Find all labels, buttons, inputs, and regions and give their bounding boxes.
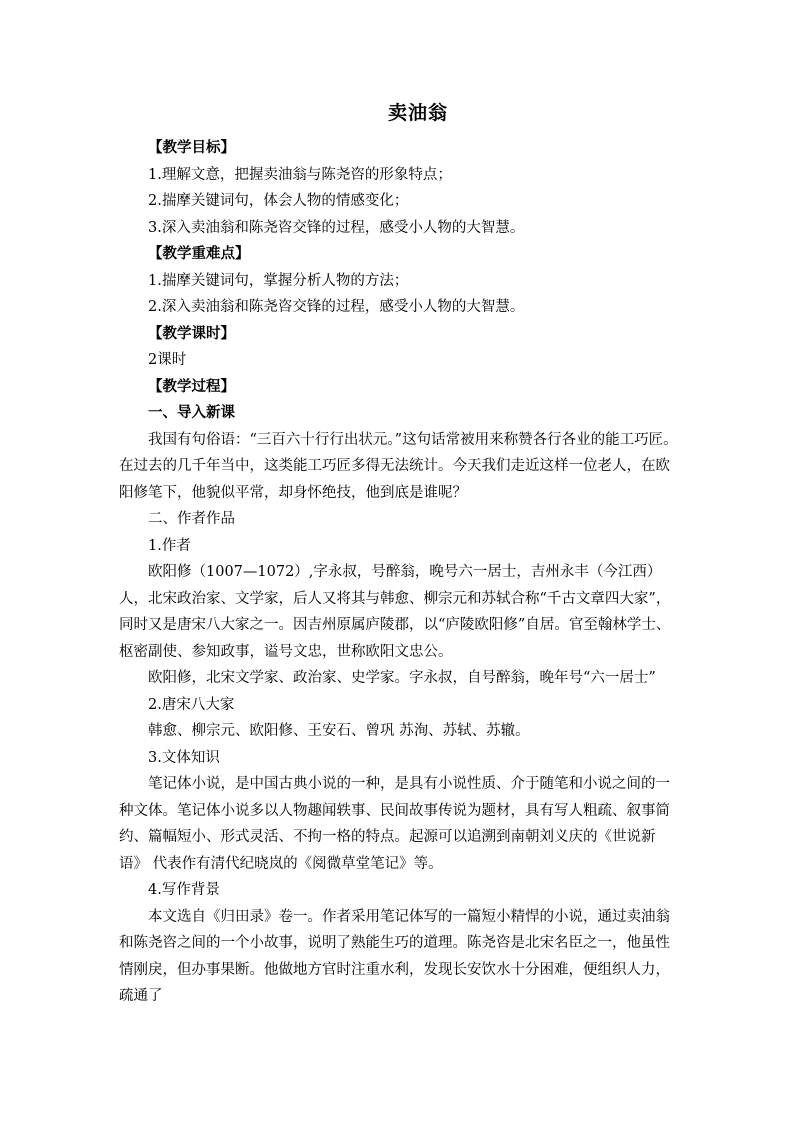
hours-heading: 【教学课时】 [148, 324, 235, 342]
objectives-heading: 【教学目标】 [148, 139, 235, 156]
author-subheading: 1.作者 [148, 537, 191, 554]
eight-masters-list: 韩愈、柳宗元、欧阳修、王安石、曾巩 苏洵、苏轼、苏辙。 [148, 723, 530, 739]
intro-heading: 一、导入新课 [148, 404, 235, 421]
genre-paragraph: 笔记体小说，是中国古典小说的一种，是具有小说性质、介于随笔和小说之间的一种文体。笔记体小说多以人物趣闻轶事、民间故事传说为题材，具有写人粗疏、叙事简约、篇幅短小、形式灵活、不拘一格的特点。起源可以追溯到南朝刘义庆的《世说新语》 代表作有清代纪晓岚的《阅微草堂笔记》等。 [119, 776, 670, 872]
genre-subheading: 3.文体知识 [148, 749, 220, 766]
key-points-heading: 【教学重难点】 [148, 245, 250, 262]
background-paragraph: 本文选自《归田录》卷一。作者采用笔记体写的一篇短小精悍的小说，通过卖油翁和陈尧咨之间的一个小故事，说明了熟能生巧的道理。陈尧咨是北宋名臣之一，他虽性情刚戾，但办事果断。他做地方官时注重水利，发现长安饮水十分困难，便组织人力，疏通了 [119, 908, 670, 1004]
process-heading: 【教学过程】 [148, 377, 235, 395]
author-paragraph-short: 欧阳修，北宋文学家、政治家、史学家。字永叔，自号醉翁，晚年号“六一居士” [148, 670, 656, 686]
eight-masters-subheading: 2.唐宋八大家 [148, 696, 235, 713]
intro-paragraph: 我国有句俗语：“三百六十行行出状元。”这句话常被用来称赞各行各业的能工巧匠。在过去的几千年当中，这类能工巧匠多得无法统计。今天我们走近这样一位老人，在欧阳修笔下，他貌似平常，却身怀绝技，他到底是谁呢？ [119, 431, 678, 501]
document-title: 卖油翁 [387, 102, 448, 124]
objective-item: 3.深入卖油翁和陈尧咨交锋的过程，感受小人物的大智慧。 [148, 219, 525, 236]
background-subheading: 4.写作背景 [148, 882, 220, 898]
author-works-heading: 二、作者作品 [148, 511, 235, 527]
hours-value: 2课时 [148, 352, 187, 368]
key-point-item: 2.深入卖油翁和陈尧咨交锋的过程，感受小人物的大智慧。 [148, 299, 525, 315]
document-body [119, 135, 684, 1010]
objective-item: 2.揣摩关键词句，体会人物的情感变化； [148, 193, 409, 209]
author-paragraph: 欧阳修（1007—1072）,字永叔，号醉翁，晚号六一居士，吉州永丰（今江西）人，北宋政治家、文学家，后人又将其与韩愈、柳宗元和苏轼合称“千古文章四大家”，同时又是唐宋八大家之一。因吉州原属庐陵郡，以“庐陵欧阳修”自居。官至翰林学士、枢密副使、参知政事，谥号文忠，世称欧阳文忠公。 [119, 564, 671, 660]
objective-item: 1.理解文意，把握卖油翁与陈尧咨的形象特点； [148, 166, 452, 183]
key-point-item: 1.揣摩关键词句，掌握分析人物的方法； [148, 272, 409, 289]
